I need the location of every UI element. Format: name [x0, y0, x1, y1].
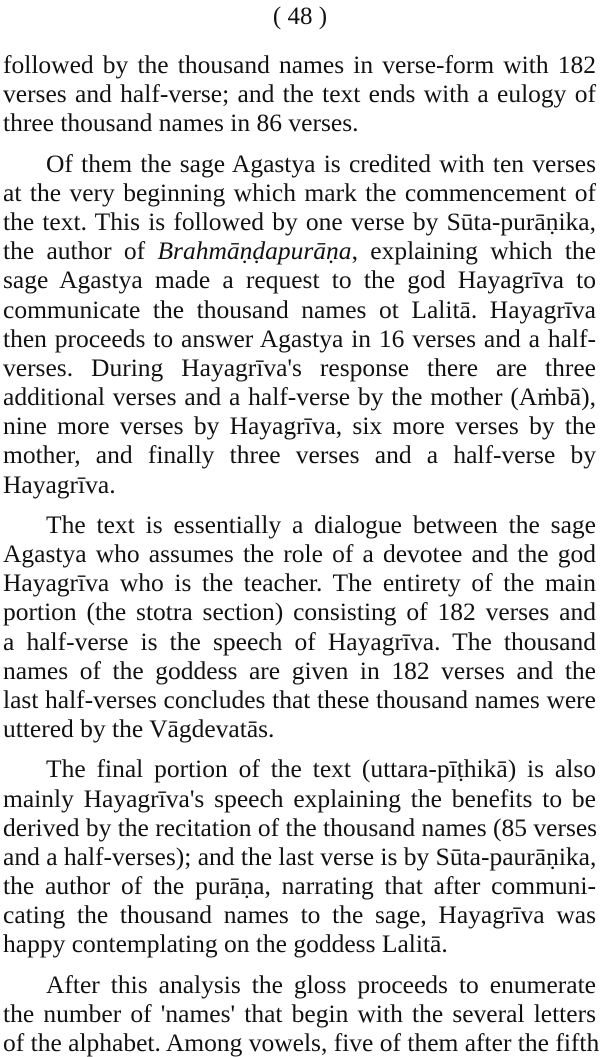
text-line: The text is essentially a dialogue between the sage	[46, 509, 596, 539]
text-line: the text. This is followed by one verse by Sūta-purāṇika,	[3, 206, 596, 236]
text-line: then proceeds to answer Agastya in 16 verses and a half-	[3, 323, 596, 353]
text-line: communicate the thousand names ot Lalitā. Hayagrīva	[3, 294, 596, 324]
page-number: ( 48 )	[272, 3, 328, 30]
book-title: Brahmāṇḍapurāṇa	[157, 236, 352, 266]
text-line: mainly Hayagrīva's speech explaining the benefits to be	[3, 783, 596, 813]
text-line: cating the thousand names to the sage, Hayagrīva was	[3, 900, 596, 930]
text-line: additional verses and a half-verse by the mother (Aṁbā),	[3, 382, 596, 412]
text-line: Of them the sage Agastya is credited with ten verses	[46, 148, 596, 178]
text-line: the number of 'names' that begin with the several letters	[3, 998, 596, 1028]
text-line: uttered by the Vāgdevatās.	[3, 714, 275, 744]
text-line: Agastya who assumes the role of a devotee and the god	[3, 539, 596, 568]
paragraph-1	[3, 50, 596, 138]
body-text	[3, 50, 600, 1057]
text-line-with-italic: the author of Brahmāṇḍapurāṇa, explaining which the	[3, 236, 596, 266]
text-line: at the very beginning which mark the commencement of	[3, 177, 596, 207]
text-line: After this analysis the gloss proceeds to enumerate	[46, 969, 596, 999]
paragraph-2	[3, 149, 596, 499]
text-line: three thousand names in 86 verses.	[3, 108, 359, 138]
text-line: and a half-verses); and the last verse is by Sūta-paurāṇika,	[3, 841, 597, 871]
text-line: followed by the thousand names in verse-form with 182	[3, 50, 596, 79]
text-line: The final portion of the text (uttara-pīṭhikā) is also	[46, 754, 596, 784]
paragraph-3	[3, 510, 596, 744]
text-line: names of the goddess are given in 182 verses and the	[3, 655, 596, 685]
text-line: verses. During Hayagrīva's response there are three	[3, 352, 596, 382]
text-line: derived by the recitation of the thousand names (85 verses	[3, 812, 598, 842]
text-line: sage Agastya made a request to the god Hayagrīva to	[3, 265, 596, 295]
paragraph-5	[3, 969, 600, 1057]
text-line: the author of the purāṇa, narrating that after communi-	[3, 871, 596, 901]
paragraph-4	[3, 754, 596, 958]
text-line: portion (the stotra section) consisting of 182 verses and	[3, 597, 596, 627]
text-line: happy contemplating on the goddess Lalitā.	[3, 929, 448, 959]
text-line: a half-verse is the speech of Hayagrīva. The thousand	[3, 626, 596, 656]
text-line: last half-verses concludes that these thousand names were	[3, 684, 596, 714]
text-line: nine more verses by Hayagrīva, six more verses by the	[3, 411, 596, 441]
text-line: verses and half-verse; and the text ends with a eulogy of	[3, 79, 596, 109]
text-line: Hayagrīva.	[3, 469, 116, 499]
text-line: of the alphabet. Among vowels, five of them after the fifth	[3, 1028, 600, 1057]
text-line: Hayagrīva who is the teacher. The entirety of the main	[3, 568, 596, 598]
text-line: mother, and finally three verses and a half-verse by	[3, 440, 596, 470]
